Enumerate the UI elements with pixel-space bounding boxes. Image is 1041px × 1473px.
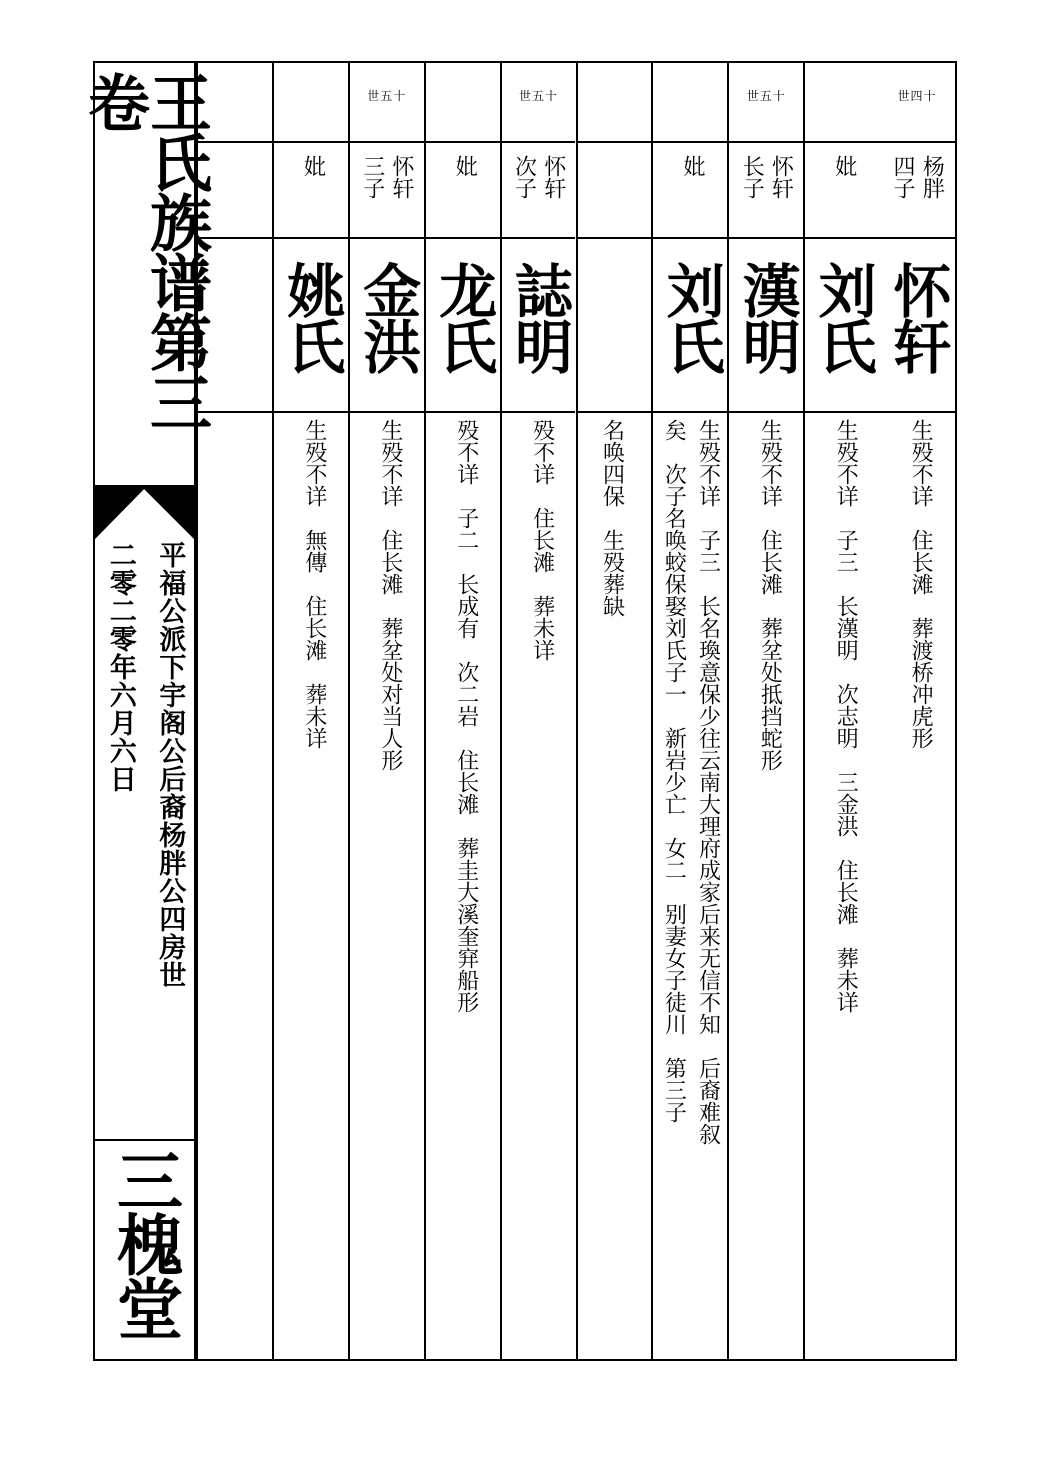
detail-line: 殁不详 子二 长成有 次二岩 住长滩 葬圭大溪奎穽船形 [453,419,479,1013]
fishtail-ornament-icon [95,487,194,539]
relation-parent: 妣 [831,155,857,177]
relation-parent: 杨胖 [919,155,945,199]
generation-label: 世四十 [897,89,937,103]
detail-line-continued: 矣 次子名唤蛟保娶刘氏子一 新岩少亡 女二 别妻女子徒川 第三子 [661,419,687,1123]
entry-column [727,63,803,1359]
detail-cell [578,419,652,1353]
entry-column [879,63,955,1359]
detail-cell [198,419,272,1353]
row-divider [578,141,652,143]
relation-parent: 妣 [300,155,326,177]
detail-cell [426,419,500,1353]
relation-order: 三子 [359,155,385,199]
entry-column [196,63,272,1359]
detail-line: 生殁不详 住长滩 葬渡桥冲虎形 [908,419,934,749]
row-divider [198,411,272,413]
entry-column [651,63,727,1359]
relation-cell [879,155,955,239]
row-divider [274,411,348,413]
relation-order: 次子 [511,155,537,199]
detail-line: 生殁不详 住长滩 葬坌处对当人形 [377,419,403,771]
entry-column [576,63,652,1359]
relation-cell [198,155,272,239]
hall-name: 三槐堂 [105,1147,184,1339]
row-divider [274,141,348,143]
relation-cell [350,155,424,239]
detail-line-continued: 名唤四保 生殁葬缺 [599,419,625,617]
genealogy-page-frame [77,61,957,1361]
detail-cell [879,419,955,1353]
person-name-cell [502,261,576,373]
person-name-cell [426,261,500,373]
relation-order: 长子 [739,155,765,199]
detail-line: 生殁不详 住长滩 葬坌处抵挡蛇形 [757,419,783,771]
detail-line: 生殁不详 無傳 住长滩 葬未详 [301,419,327,749]
entry-column [500,63,576,1359]
relation-cell [426,155,500,239]
detail-cell [729,419,803,1353]
person-name: 姚氏 [277,261,346,373]
relation-parent: 怀轩 [768,155,794,199]
book-title: 王氏族谱第三卷 [77,71,213,431]
person-name: 漢明 [732,261,801,373]
person-name-cell [729,261,803,373]
person-name-cell [879,261,955,373]
relation-order: 四子 [890,155,916,199]
relation-parent: 妣 [679,155,705,177]
row-divider [426,141,500,143]
entry-column [348,63,424,1359]
relation-parent: 怀轩 [389,155,415,199]
entry-column [803,63,879,1359]
detail-cell [805,419,879,1353]
detail-cell [653,419,727,1353]
entry-column [424,63,500,1359]
book-spine [77,63,213,1359]
person-name-cell [653,261,727,373]
person-name: 金洪 [353,261,422,373]
relation-cell [805,155,879,239]
generation-columns [196,63,955,1359]
row-divider [805,411,879,413]
row-divider [879,411,955,413]
detail-cell [274,419,348,1353]
generation-label: 世五十 [519,89,559,103]
detail-cell [350,419,424,1353]
row-divider [653,411,727,413]
relation-cell [653,155,727,239]
relation-cell [578,155,652,239]
detail-line: 生殁不详 子三 长漢明 次志明 三金洪 住长滩 葬未详 [833,419,859,1013]
generation-label: 世五十 [746,89,786,103]
relation-cell [729,155,803,239]
detail-cell [502,419,576,1353]
row-divider [729,411,803,413]
relation-parent: 怀轩 [540,155,566,199]
person-name: 刘氏 [808,261,877,373]
book-title-box [77,63,213,487]
person-name-cell [805,261,879,373]
spine-subtitle-date: 二零二零年六月六日 [104,541,136,793]
person-name: 刘氏 [656,261,725,373]
person-name: 龙氏 [429,261,498,373]
row-divider [653,141,727,143]
hall-name-box [95,1139,194,1359]
row-divider [729,141,803,143]
generation-label: 世五十 [367,89,407,103]
spine-subtitle [95,541,194,1141]
row-divider [502,411,576,413]
relation-cell [274,155,348,239]
person-name-cell [274,261,348,373]
person-name: 誌明 [504,261,573,373]
relation-parent: 妣 [452,155,478,177]
row-divider [350,141,424,143]
spine-subtitle-lineage: 平福公派下宇阁公后裔杨胖公四房世 [154,541,186,989]
person-name-cell [350,261,424,373]
detail-line: 殁不详 住长滩 葬未详 [529,419,555,661]
relation-cell [502,155,576,239]
row-divider [198,141,272,143]
row-divider [805,141,879,143]
row-divider [350,411,424,413]
detail-line: 生殁不详 子三 长名瑍意保少往云南大理府成家后来无信不知 后裔难叙 [695,419,721,1145]
person-name: 怀轩 [883,261,952,373]
entry-column [272,63,348,1359]
row-divider [502,141,576,143]
row-divider [578,411,652,413]
row-divider [879,141,955,143]
row-divider [426,411,500,413]
